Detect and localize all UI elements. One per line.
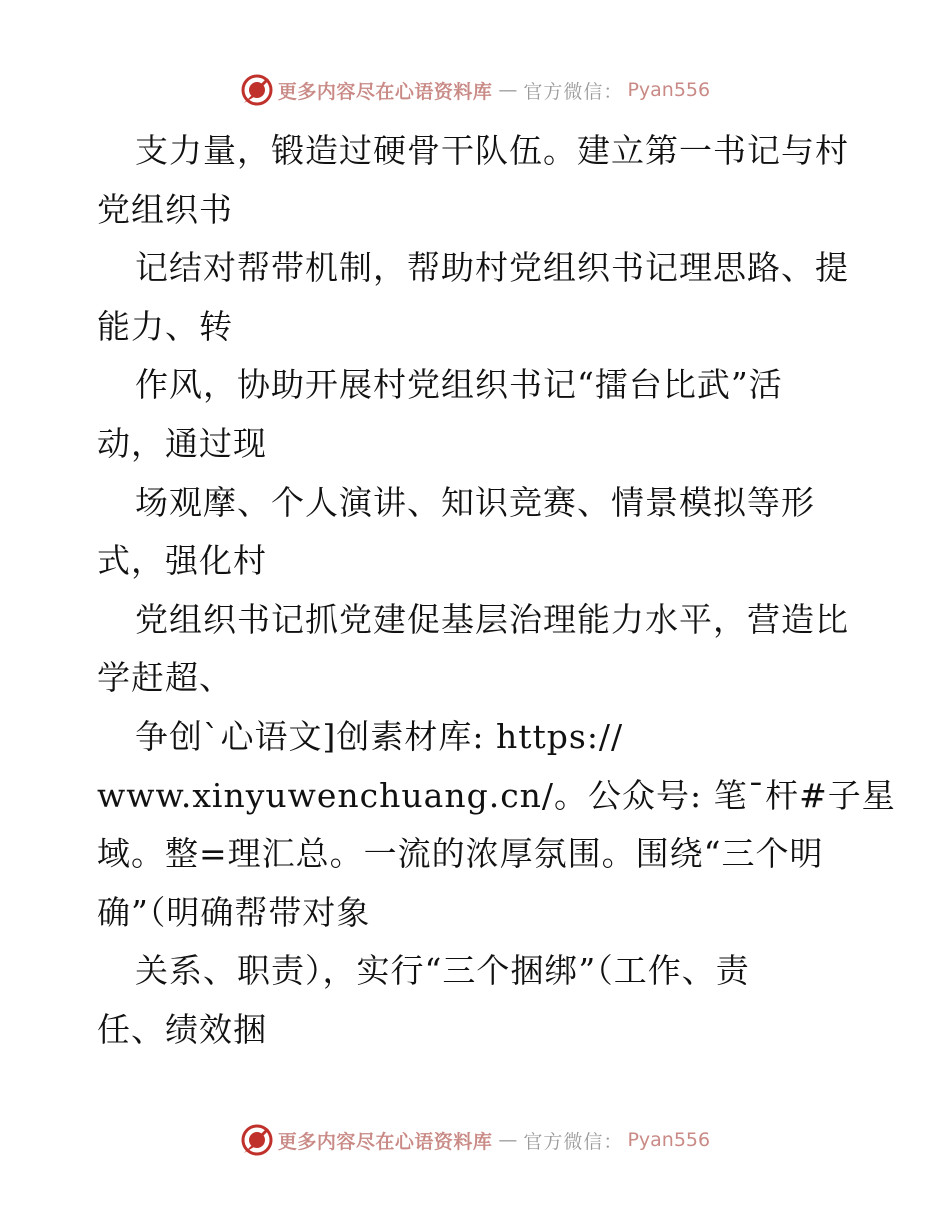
body-line-5: 作风，协助开展村党组织书记“擂台比武”活: [135, 365, 783, 405]
header-wechat-id: Pyan556: [627, 79, 711, 101]
body-line-4: 能力、转: [97, 306, 233, 346]
brand-logo-icon: [240, 73, 274, 107]
body-line-6: 动，通过现: [97, 423, 267, 463]
header-separator: —: [498, 79, 518, 101]
header-promo-text: 更多内容尽在心语资料库: [277, 80, 493, 103]
body-line-13: 域。整=理汇总。一流的浓厚氛围。围绕“三个明: [97, 834, 824, 874]
body-line-14: 确”（明确帮带对象: [97, 892, 371, 932]
footer-banner: [0, 1120, 950, 1160]
footer-promo-text: 更多内容尽在心语资料库: [277, 1130, 493, 1153]
header-official-label: 官方微信：: [523, 80, 624, 103]
body-line-10: 学赶超、: [97, 658, 233, 698]
body-line-1: 支力量，锻造过硬骨干队伍。建立第一书记与村: [135, 131, 849, 170]
body-line-9: 党组织书记抓党建促基层治理能力水平，营造比: [135, 599, 849, 639]
body-line-15: 关系、职责），实行“三个捆绑”（工作、责: [135, 951, 750, 991]
body-line-11: 争创`心语文]创素材库: https://: [135, 716, 624, 756]
body-line-7: 场观摩、个人演讲、知识竞赛、情景模拟等形: [135, 482, 815, 522]
body-line-3: 记结对帮带机制，帮助村党组织书记理思路、提: [135, 248, 849, 288]
brand-logo-icon: [240, 1123, 274, 1157]
body-line-12: www.xinyuwenchuang.cn/。公众号: 笔¯杆#子星: [97, 775, 896, 815]
body-line-2: 党组织书: [97, 189, 233, 229]
document-body: [97, 122, 896, 1060]
footer-wechat-id: Pyan556: [627, 1129, 711, 1151]
header-banner: [0, 70, 950, 110]
body-line-8: 式，强化村: [97, 541, 267, 581]
footer-official-label: 官方微信：: [523, 1130, 624, 1153]
footer-separator: —: [498, 1129, 518, 1151]
body-line-16: 任、绩效捆: [97, 1009, 267, 1049]
